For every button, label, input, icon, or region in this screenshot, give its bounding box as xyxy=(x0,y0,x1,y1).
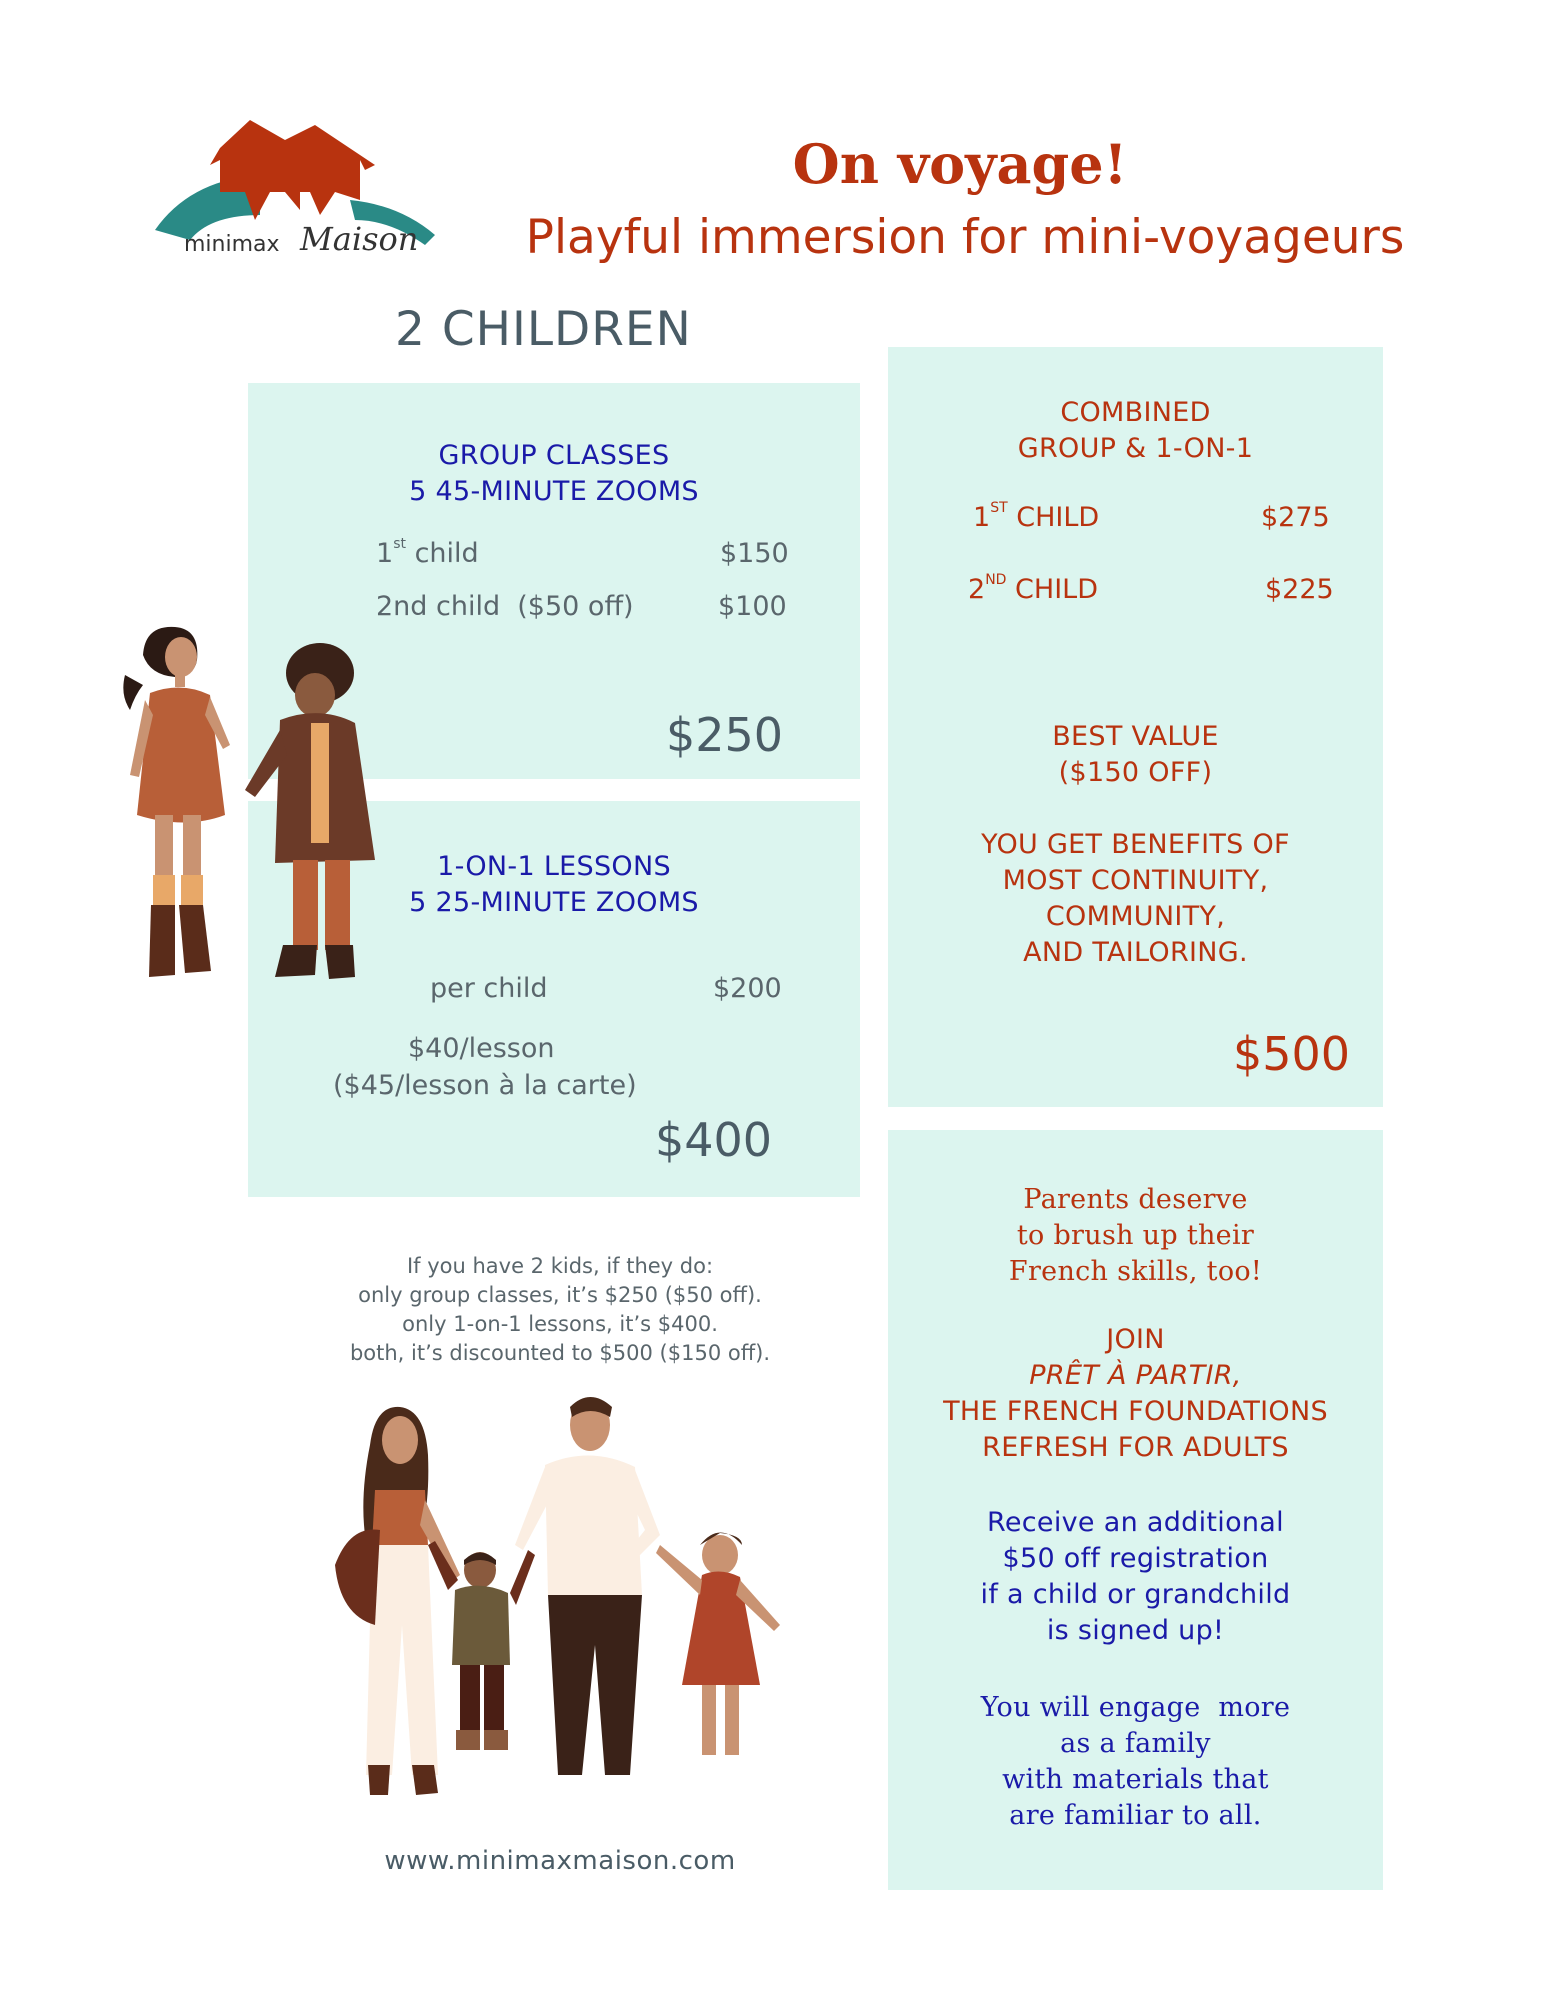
benefits-line-1: YOU GET BENEFITS OF xyxy=(981,829,1290,860)
group-row2-price: $100 xyxy=(718,591,787,622)
combined-row2-price: $225 xyxy=(1265,574,1334,605)
combined-row2-label: 2ND CHILD xyxy=(968,572,1098,605)
one-note-1: $40/lesson xyxy=(408,1033,555,1064)
footnote-line-3: only 1-on-1 lessons, it’s $400. xyxy=(402,1312,718,1336)
parents-intro-2: to brush up their xyxy=(1016,1220,1255,1251)
combined-card xyxy=(888,347,1383,1107)
benefits-line-4: AND TAILORING. xyxy=(1023,937,1248,968)
group-row1-label: 1st child xyxy=(376,536,479,569)
parents-engage-3: with materials that xyxy=(1002,1764,1269,1795)
two-children-illustration xyxy=(115,615,415,995)
parents-offer-4: is signed up! xyxy=(1046,1615,1225,1646)
parents-program-desc-1: THE FRENCH FOUNDATIONS xyxy=(943,1396,1328,1427)
one-total: $400 xyxy=(655,1113,773,1167)
group-total: $250 xyxy=(666,708,784,762)
logo-script-text: Maison xyxy=(300,220,419,258)
group-row2-label: 2nd child ($50 off) xyxy=(376,591,634,622)
parents-engage-4: are familiar to all. xyxy=(1009,1800,1262,1831)
section-title: 2 CHILDREN xyxy=(395,302,692,357)
combined-row1-label: 1ST CHILD xyxy=(973,500,1100,533)
one-note-2: ($45/lesson à la carte) xyxy=(333,1070,637,1101)
best-value-1: BEST VALUE xyxy=(1052,721,1219,752)
benefits-line-3: COMMUNITY, xyxy=(1045,901,1226,932)
parents-card xyxy=(888,1130,1383,1890)
website-link[interactable]: www.minimaxmaison.com xyxy=(384,1846,736,1876)
best-value-2: ($150 OFF) xyxy=(1058,757,1213,788)
one-row-price: $200 xyxy=(713,973,782,1004)
parents-engage-1: You will engage more xyxy=(980,1692,1291,1723)
footnote-line-2: only group classes, it’s $250 ($50 off). xyxy=(358,1283,762,1307)
combined-total: $500 xyxy=(1233,1027,1351,1081)
parents-offer-3: if a child or grandchild xyxy=(980,1579,1291,1610)
page-title: On voyage! xyxy=(792,132,1128,196)
logo-brand-text: minimax xyxy=(184,232,280,257)
one-row-label: per child xyxy=(430,973,548,1004)
combined-heading-2: GROUP & 1-ON-1 xyxy=(1017,433,1254,464)
one-heading-2: 5 25-MINUTE ZOOMS xyxy=(409,887,699,918)
footnote-line-1: If you have 2 kids, if they do: xyxy=(406,1254,714,1278)
parents-offer-1: Receive an additional xyxy=(987,1507,1284,1538)
group-heading-1: GROUP CLASSES xyxy=(438,440,670,471)
group-heading-2: 5 45-MINUTE ZOOMS xyxy=(409,476,699,507)
parents-offer-2: $50 off registration xyxy=(1002,1543,1269,1574)
page-subtitle: Playful immersion for mini-voyageurs xyxy=(525,210,1405,265)
parents-intro-1: Parents deserve xyxy=(1023,1184,1248,1215)
combined-heading-1: COMBINED xyxy=(1060,397,1211,428)
one-heading-1: 1-ON-1 LESSONS xyxy=(437,851,671,882)
footnote xyxy=(300,1252,820,1368)
parents-join: JOIN xyxy=(1106,1324,1165,1355)
footnote-line-4: both, it’s discounted to $500 ($150 off). xyxy=(349,1341,771,1365)
parents-program-desc-2: REFRESH FOR ADULTS xyxy=(982,1432,1289,1463)
parents-engage-2: as a family xyxy=(1060,1728,1211,1759)
benefits-line-2: MOST CONTINUITY, xyxy=(1002,865,1269,896)
logo xyxy=(150,120,440,270)
parents-intro-3: French skills, too! xyxy=(1008,1256,1263,1287)
group-row1-price: $150 xyxy=(720,538,789,569)
parents-program: PRÊT À PARTIR, xyxy=(1029,1360,1242,1391)
family-illustration xyxy=(320,1385,780,1805)
combined-row1-price: $275 xyxy=(1261,502,1330,533)
